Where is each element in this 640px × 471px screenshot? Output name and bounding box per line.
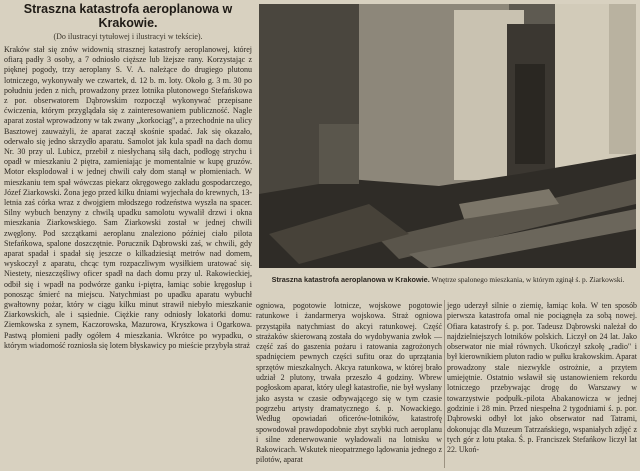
caption-text: Wnętrze spalonego mieszkania, w którym zginął ś. p. Ziarkowski. — [431, 275, 625, 284]
article-column-3-text: jego uderzył silnie o ziemię, łamiąc koła. W ten sposób pierwsza katastrofa omal nie pociągnęła za sobą nowej. Ofiara katastrofy ś. p. por. Tadeusz Dąbrowski należał do najdzielniejszych lotników polskich. Liczył on 24 lat. Jako obserwator nie miał równych. Ukończył szkołę „radio" i był kierownikiem pluton radio w pułku krakowskim. Aparat prowadzony stale niezwykle ostrożnie, a przytem umiejętnie. Ostatnio wsławił się ustanowieniem rekordu lotniczego przebywając drogę do Warszawy w towarzystwie podpułk.-pilota Abakanowicza w jednej godzinie i 28 min. Przed niespełna 2 tygodniami ś. p. por. Dąbrowski odbył lot jako obserwator nad Tatrami, dokonując dla Muzeum Tatrzańskiego, wspaniałych zdjęć z tych gór z lotu ptaka. Ś. p. Franciszek Stefańkow liczył lat 22. Ukoń- — [447, 301, 637, 455]
article-left-column — [4, 2, 252, 351]
caption-lead: Straszna katastrofa aeroplanowa w Krakowie. — [271, 275, 430, 284]
article-middle-column — [256, 301, 442, 466]
photo-caption — [258, 275, 638, 284]
article-column-2-text: ogniowa, pogotowie lotnicze, wojskowe pogotowie ratunkowe i żandarmerya wojskowa. Straż ogniowa przystąpiła natychmiast do akcyi ratunkowej. Część strażaków skierowaną została do wydobywania zwłok — część zaś do gaszenia pożaru i ratowania zagrożonych spadnięciem pewnych części sufitu oraz do uprzątania sprzętów mieszkalnych. Akcya ratunkowa, w której brało udział 2 plutony, trwała przeszło 4 godziny. Wbrew pogłoskom aparat, który uległ katastrofie, nie był wysłany jako asysta w czasie odbywającego się w tym czasie pogrzebu artysty dramatycznego ś. p. Nowackiego. Według opowiadań oficerów-lotników, katastrofę spowodował prawdopodobnie zbyt szybki ruch aeroplanu i silne zdenerwowanie wyładowali na lotnisku w Rakowicach. Wskutek nieopatrznego lądowania jednego z pilotów, aparat — [256, 301, 442, 465]
column-divider — [444, 300, 445, 468]
article-subline: (Do ilustracyi tytułowej i ilustracyi w tekście). — [53, 32, 203, 41]
ruined-apartment-photo — [259, 4, 636, 268]
article-right-column — [447, 301, 637, 455]
article-headline: Straszna katastrofa aeroplanowa w Krakowie. — [23, 2, 233, 30]
article-column-1-text: Kraków stał się znów widownią strasznej katastrofy aeroplanowej, której ofiarą padły 3 osoby, a 7 odniosło cięższe lub lżejsze rany. Korzystając z pięknej pogody, trzy aeroplany S. V. A. należące do drugiego plutonu lotniczego, wykonywały we czwartek, d. 12 b. m. loty. Około g. 3 m. 30 po południu jeden z nich, prowadzony przez lotnika plutonowego Stefańskowa z por. obserwatorem Dąbrowskim rozpoczął wykonywać przepisane ćwiczenia, którym przyglądała się z zainteresowaniem publiczność. Nagle aparat został wprowadzony w tak zwany „korkociąg", a przechodnie na ulicy Basztowej zauważyli, że aparat zaczął skośnie spadać. Jak się okazało, oderwało się jedno skrzydło aparatu. Samolot jak kula spadł na dach domu Nr. 30 przy ul. Lubicz, przebił z niesłychaną siłą dach, podłogę strychu i opadł w mieszkaniu 2 piętra, zamieniając je momentalnie w kupę gruzów. Motor eksplodował i w jednej chwili cały dom stanął w płomieniach. W mieszkaniu tem spał wówczas piekarz okręgowego zakładu gospodarczego, Józef Ziarkowski. Żona jego przed kilku dniami wyjechała do krewnych, 13-letnia zaś córka wraz z dwojgiem młodszego rodzeństwa wyszła na spacer. Silny wybuch benzyny z chwilą upadku samolotu wywalił drzwi i okna mieszkania Ziarkowskiego. Sam Ziarkowski został w jednej chwili zwęglony. Pod szczątkami aeroplanu znaleziono później ciało pilota Stefańkowa, spalone doszczętnie. Porucznik Dąbrowski zaś, w chwili, gdy aparat spadał i spadał się jeszcze o kilkadziesiąt metrów nad domem, wyskoczył z aparatu, chcąc tym rozpaczliwym wysiłkiem uratować się. Niestety, nieszczęśliwy oficer spadł na dach domu przy ul. Rakowieckiej, odbił się i wpadł na podwórze ganku i-piętra, łamiąc sobie kręgosłup i ponosząc śmierć na miejscu. Natychmiast po upadku aparatu wybuchł gwałtowny pożar, który w ciągu kilku minut strawił niebyło mieszkanie Ziarkowskich, ale i sąsiednie. Ciężkie rany odniosły lokatorki domu: Ziemkowska z synem, Kaczorowska, Mazurowa, Kryszkowa i Ogarkowa. Pastwą płomieni padły ogółem 4 mieszkania. Wkrótce po wypadku, o którym wiadomość rozniosła się lotem błyskawicy po mieście przybyła straż — [4, 45, 252, 350]
photo-illustration — [259, 4, 636, 268]
